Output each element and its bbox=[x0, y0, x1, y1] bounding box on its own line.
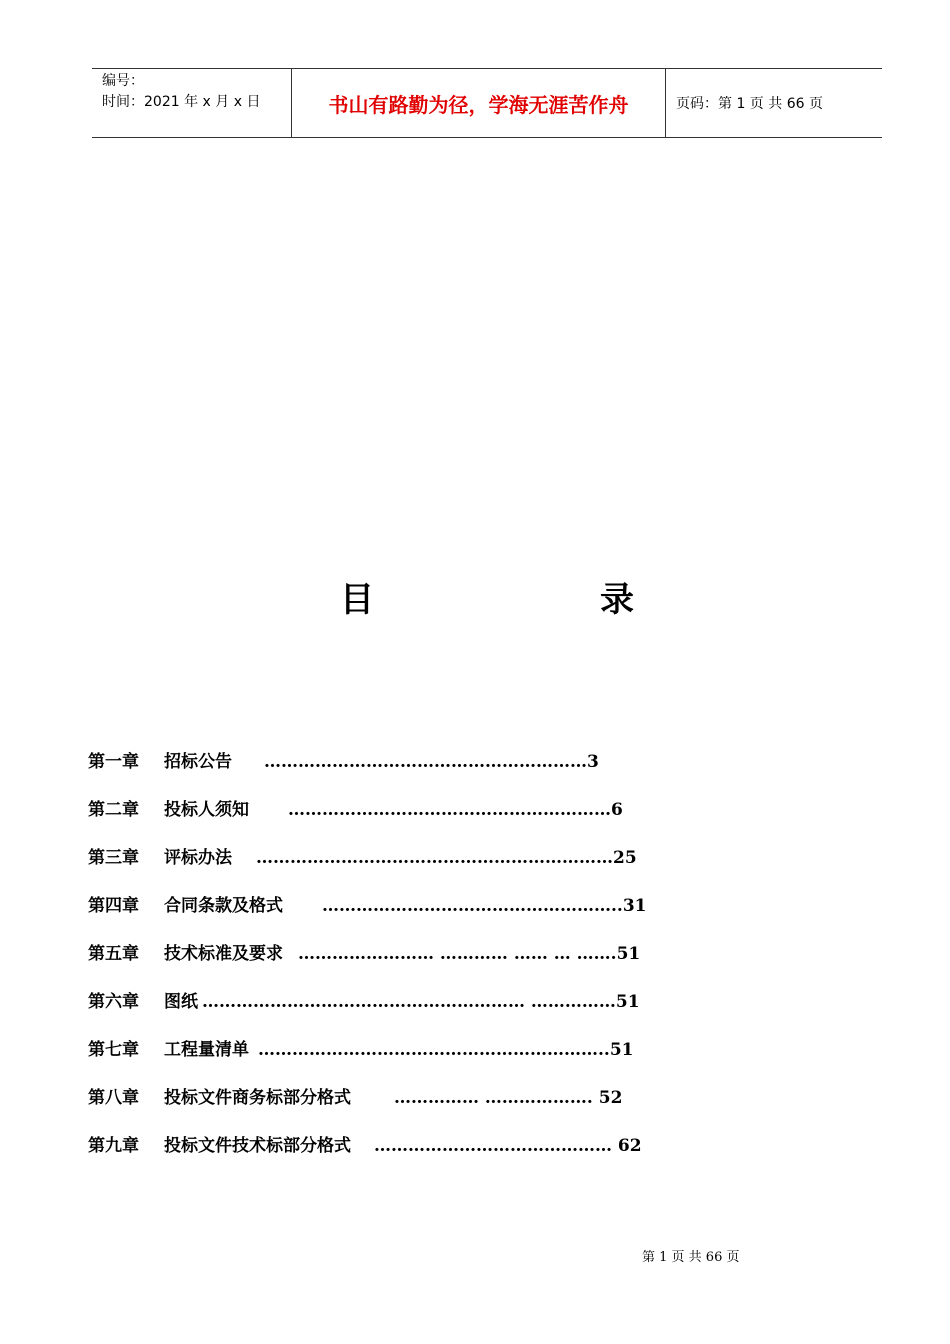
toc-entry[interactable] bbox=[88, 1034, 728, 1082]
toc-entry[interactable] bbox=[88, 986, 728, 1034]
toc-chapter: 第八章 bbox=[88, 1088, 139, 1108]
toc-leader: …………… ………………. 52 bbox=[394, 1088, 623, 1108]
toc-name: 评标办法 bbox=[164, 848, 232, 868]
toc-entry[interactable] bbox=[88, 746, 728, 794]
toc-title-char-1: 目 bbox=[340, 580, 374, 620]
toc-leader: …………………………………………………3 bbox=[264, 752, 599, 772]
toc-title bbox=[0, 572, 950, 620]
toc-leader: …………………… ………… …… … …….51 bbox=[298, 944, 641, 964]
toc-entry[interactable] bbox=[88, 890, 728, 938]
toc-leader: ……………………………………………………..51 bbox=[258, 1040, 634, 1060]
toc-name: 技术标准及要求 bbox=[164, 944, 283, 964]
time-label: 时间：2021 年 x 月 x 日 bbox=[102, 94, 261, 110]
page-footer: 第 1 页 共 66 页 bbox=[642, 1250, 740, 1265]
toc-entry[interactable] bbox=[88, 1130, 728, 1178]
toc-entry[interactable] bbox=[88, 794, 728, 842]
toc-leader: …………………………………………………6 bbox=[288, 800, 623, 820]
toc-entry[interactable] bbox=[88, 1082, 728, 1130]
toc-chapter: 第一章 bbox=[88, 752, 139, 772]
toc-leader: …………………………………… 62 bbox=[374, 1136, 642, 1156]
table-of-contents bbox=[88, 746, 728, 1178]
toc-name: 图纸 bbox=[164, 992, 198, 1012]
toc-leader: ………………………………………………………25 bbox=[256, 848, 637, 868]
toc-name: 投标文件商务标部分格式 bbox=[164, 1088, 351, 1108]
toc-chapter: 第六章 bbox=[88, 992, 139, 1012]
number-label: 编号： bbox=[102, 73, 144, 89]
toc-title-char-2: 录 bbox=[600, 580, 634, 620]
toc-leader: ………………………………………………… ……………51 bbox=[202, 992, 640, 1012]
toc-name: 工程量清单 bbox=[164, 1040, 249, 1060]
toc-name: 合同条款及格式 bbox=[164, 896, 283, 916]
toc-chapter: 第五章 bbox=[88, 944, 139, 964]
page-header bbox=[92, 68, 882, 138]
header-page-info: 页码：第 1 页 共 66 页 bbox=[676, 96, 823, 112]
toc-chapter: 第三章 bbox=[88, 848, 139, 868]
toc-name: 投标文件技术标部分格式 bbox=[164, 1136, 351, 1156]
toc-chapter: 第九章 bbox=[88, 1136, 139, 1156]
toc-chapter: 第四章 bbox=[88, 896, 139, 916]
toc-leader: ……………………………………………..31 bbox=[322, 896, 647, 916]
header-meta bbox=[92, 69, 292, 137]
toc-name: 招标公告 bbox=[164, 752, 232, 772]
toc-name: 投标人须知 bbox=[164, 800, 249, 820]
toc-chapter: 第七章 bbox=[88, 1040, 139, 1060]
header-motto: 书山有路勤为径，学海无涯苦作舟 bbox=[292, 69, 666, 137]
toc-entry[interactable] bbox=[88, 842, 728, 890]
toc-entry[interactable] bbox=[88, 938, 728, 986]
toc-chapter: 第二章 bbox=[88, 800, 139, 820]
